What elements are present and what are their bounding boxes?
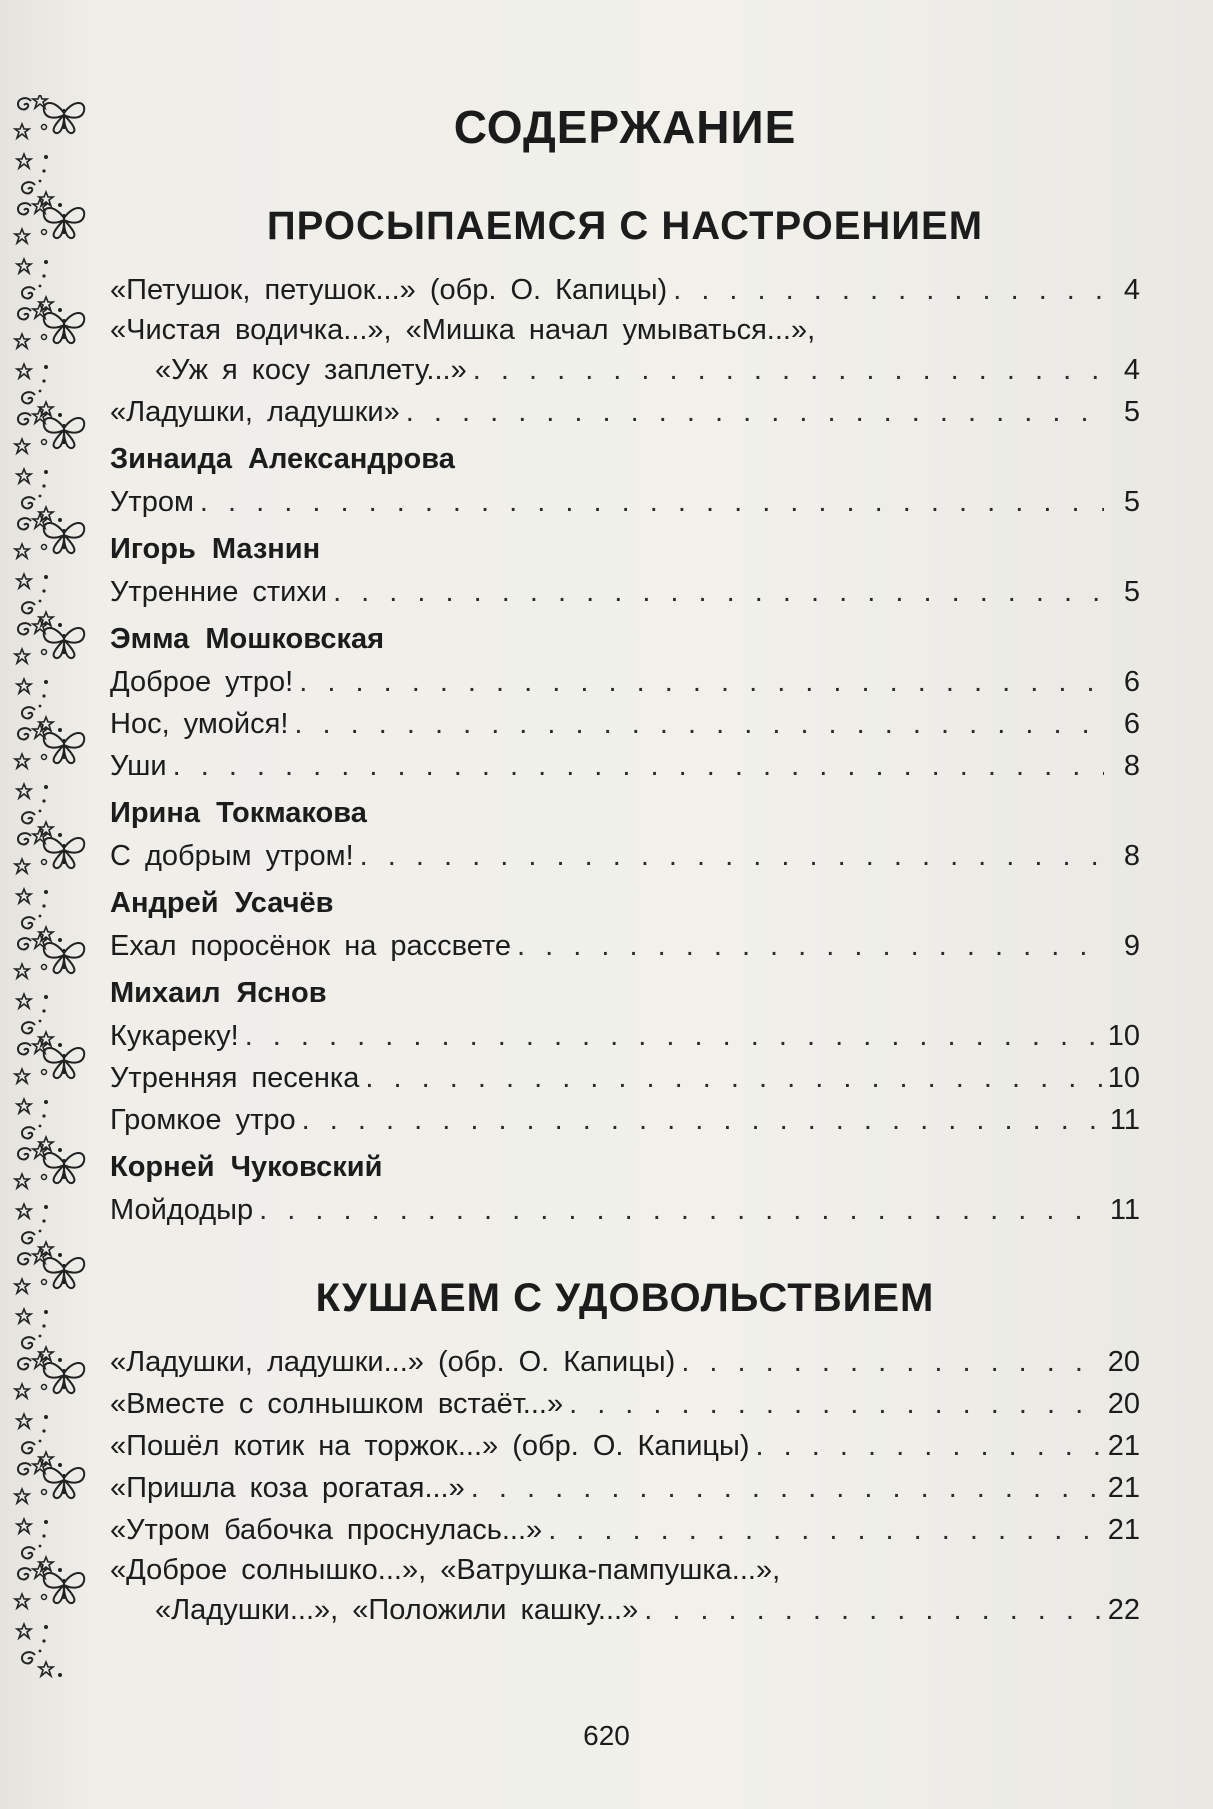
- entry-title: Уши: [110, 750, 167, 782]
- toc-entry[interactable]: [110, 1589, 1140, 1631]
- toc-entry[interactable]: [110, 571, 1140, 613]
- leader-dots: [173, 745, 1104, 787]
- author-name: Ирина Токмакова: [110, 797, 367, 829]
- toc-entry[interactable]: [110, 1015, 1140, 1057]
- decorative-border: [10, 95, 90, 1715]
- entry-title: Утренняя песенка: [110, 1062, 360, 1094]
- entry-title: «Вместе с солнышком встаёт...»: [110, 1388, 564, 1420]
- leader-dots: [333, 571, 1104, 613]
- leader-dots: [569, 1383, 1102, 1425]
- section-heading: ПРОСЫПАЕМСЯ С НАСТРОЕНИЕМ: [266, 204, 984, 248]
- leader-dots: [681, 1341, 1101, 1383]
- toc-entry[interactable]: [110, 1425, 1140, 1467]
- leader-dots: [548, 1509, 1102, 1551]
- entry-page: 4: [1123, 274, 1140, 306]
- entry-title: Кукареку!: [110, 1020, 239, 1052]
- toc-entry[interactable]: [110, 1509, 1140, 1551]
- toc-entry-line[interactable]: «Доброе солнышко...», «Ватрушка-пампушка...»,: [110, 1554, 781, 1586]
- entry-page: 11: [1109, 1194, 1140, 1226]
- entry-title: С добрым утром!: [110, 840, 354, 872]
- leader-dots: [473, 349, 1104, 391]
- entry-page: 5: [1123, 576, 1140, 608]
- entry-title: Громкое утро: [110, 1104, 296, 1136]
- entry-page: 6: [1123, 708, 1140, 740]
- entry-page: 21: [1107, 1430, 1140, 1462]
- entry-page: 8: [1123, 840, 1140, 872]
- entry-title: Доброе утро!: [110, 666, 294, 698]
- leader-dots: [644, 1589, 1102, 1631]
- toc-entry[interactable]: [110, 349, 1140, 391]
- entry-title: Мойдодыр: [110, 1194, 254, 1226]
- section-heading: КУШАЕМ С УДОВОЛЬСТВИЕМ: [315, 1276, 935, 1320]
- toc-entry[interactable]: [110, 269, 1140, 311]
- toc-entry[interactable]: [110, 1467, 1140, 1509]
- entry-page: 9: [1123, 930, 1140, 962]
- toc-entry[interactable]: [110, 1383, 1140, 1425]
- entry-title: Ехал поросёнок на рассвете: [110, 930, 512, 962]
- leader-dots: [302, 1099, 1104, 1141]
- leader-dots: [365, 1057, 1101, 1099]
- leader-dots: [517, 925, 1104, 967]
- entry-title: «Пошёл котик на торжок...» (обр. О. Капицы): [110, 1430, 750, 1462]
- entry-title: Утренние стихи: [110, 576, 328, 608]
- entry-title: «Ладушки...», «Положили кашку...»: [155, 1594, 639, 1626]
- leader-dots: [360, 835, 1104, 877]
- leader-dots: [200, 481, 1104, 523]
- entry-title: Нос, умойся!: [110, 708, 289, 740]
- entry-page: 5: [1123, 396, 1140, 428]
- entry-title: Утром: [110, 486, 194, 518]
- leader-dots: [259, 1189, 1104, 1231]
- entry-page: 22: [1107, 1594, 1140, 1626]
- entry-page: 21: [1107, 1514, 1140, 1546]
- entry-title: «Утром бабочка проснулась...»: [110, 1514, 543, 1546]
- entry-page: 20: [1107, 1388, 1140, 1420]
- entry-title: «Ладушки, ладушки»: [110, 396, 400, 428]
- leader-dots: [406, 391, 1104, 433]
- toc-entry[interactable]: [110, 1189, 1140, 1231]
- leader-dots: [673, 269, 1104, 311]
- toc-entry[interactable]: [110, 745, 1140, 787]
- page-title: СОДЕРЖАНИЕ: [453, 101, 797, 153]
- table-of-contents: [110, 100, 1140, 1631]
- entry-page: 11: [1109, 1104, 1140, 1136]
- entry-title: «Уж я косу заплету...»: [155, 354, 467, 386]
- entry-page: 8: [1123, 750, 1140, 782]
- toc-entry[interactable]: [110, 703, 1140, 745]
- toc-entry[interactable]: [110, 1057, 1140, 1099]
- leader-dots: [299, 661, 1104, 703]
- entry-page: 10: [1107, 1020, 1140, 1052]
- entry-page: 6: [1123, 666, 1140, 698]
- toc-entry[interactable]: [110, 661, 1140, 703]
- toc-entry[interactable]: [110, 391, 1140, 433]
- author-name: Корней Чуковский: [110, 1151, 383, 1183]
- toc-entry[interactable]: [110, 925, 1140, 967]
- leader-dots: [471, 1467, 1102, 1509]
- entry-page: 5: [1123, 486, 1140, 518]
- author-name: Михаил Яснов: [110, 977, 327, 1009]
- author-name: Игорь Мазнин: [110, 533, 321, 565]
- toc-entry[interactable]: [110, 481, 1140, 523]
- entry-page: 4: [1123, 354, 1140, 386]
- toc-entry-line[interactable]: «Чистая водичка...», «Мишка начал умываться...»,: [110, 314, 816, 346]
- toc-entry[interactable]: [110, 1099, 1140, 1141]
- page-number: 620: [583, 1720, 630, 1751]
- author-name: Андрей Усачёв: [110, 887, 334, 919]
- entry-page: 10: [1107, 1062, 1140, 1094]
- toc-entry[interactable]: [110, 835, 1140, 877]
- entry-title: «Петушок, петушок...» (обр. О. Капицы): [110, 274, 668, 306]
- author-name: Эмма Мошковская: [110, 623, 385, 655]
- leader-dots: [756, 1425, 1102, 1467]
- entry-page: 21: [1107, 1472, 1140, 1504]
- entry-title: «Ладушки, ладушки...» (обр. О. Капицы): [110, 1346, 676, 1378]
- entry-title: «Пришла коза рогатая...»: [110, 1472, 465, 1504]
- entry-page: 20: [1107, 1346, 1140, 1378]
- leader-dots: [294, 703, 1104, 745]
- author-name: Зинаида Александрова: [110, 443, 455, 475]
- leader-dots: [245, 1015, 1102, 1057]
- toc-entry[interactable]: [110, 1341, 1140, 1383]
